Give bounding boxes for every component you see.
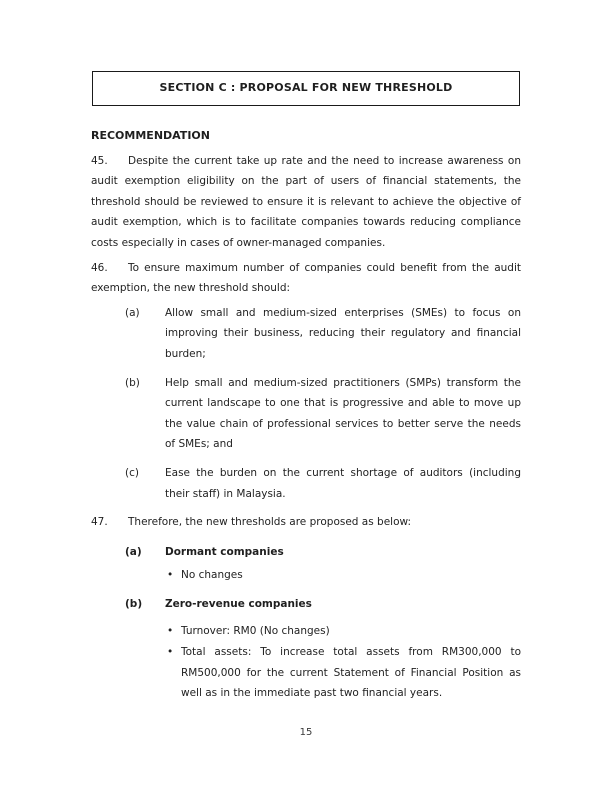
bullet-icon: • (167, 569, 174, 582)
list-item-46a-label: (a) (125, 306, 140, 319)
section-title: SECTION C : PROPOSAL FOR NEW THRESHOLD (159, 81, 453, 95)
threshold-item-zero-revenue-label: (b) (125, 597, 143, 610)
threshold-item-zero-revenue-heading (125, 594, 521, 615)
bullet-text-no-changes: No changes (181, 569, 243, 582)
paragraph-46-number: 46. (91, 261, 108, 274)
list-item-46b-label: (b) (125, 376, 140, 389)
bullet-item (167, 621, 521, 642)
paragraph-46 (91, 258, 521, 299)
threshold-item-dormant-heading (125, 542, 521, 563)
paragraph-47-text: Therefore, the new thresholds are proposed as below: (128, 516, 412, 529)
list-item-46a-text: Allow small and medium-sized enterprises (SMEs) to focus on improving their business, reducing their regulatory and financial burden; (165, 306, 521, 360)
paragraph-45-text: Despite the current take up rate and the need to increase awareness on audit exemption eligibility on the part of users of financial statements, the threshold should be reviewed to ensure it is relevant to achieve the objective of audit exemption, which is to facilitate companies towards reducing compliance costs especially in cases of owner-managed companies. (91, 154, 521, 249)
bullet-text-total-assets: Total assets: To increase total assets from RM300,000 to RM500,000 for the current Statement of Financial Position as well as in the immediate past two financial years. (181, 646, 521, 700)
list-item-46b-text: Help small and medium-sized practitioners (SMPs) transform the current landscape to one that is progressive and able to move up the value chain of professional services to better serve the needs of SMEs; and (165, 376, 521, 451)
bullet-item (167, 565, 521, 586)
list-item-46a (125, 303, 521, 365)
threshold-item-dormant (91, 542, 521, 586)
paragraph-47 (91, 512, 521, 533)
recommendation-heading: RECOMMENDATION (91, 129, 210, 142)
paragraph-46-text: To ensure maximum number of companies could benefit from the audit exemption, the new threshold should: (91, 261, 521, 295)
paragraph-47-number: 47. (91, 516, 108, 529)
bullet-icon: • (167, 625, 174, 638)
section-title-box (92, 71, 520, 106)
paragraph-45 (91, 151, 521, 254)
threshold-item-dormant-label: (a) (125, 545, 142, 558)
threshold-item-zero-revenue-title: Zero-revenue companies (165, 597, 312, 610)
bullet-item (167, 642, 521, 704)
list-item-46c-label: (c) (125, 466, 139, 479)
list-item-46c-text: Ease the burden on the current shortage of auditors (including their staff) in Malaysia. (165, 466, 521, 500)
page-number: 15 (299, 727, 313, 738)
threshold-item-dormant-title: Dormant companies (165, 545, 284, 558)
list-item-46b (125, 373, 521, 455)
bullet-text-turnover: Turnover: RM0 (No changes) (181, 625, 330, 638)
page-content (91, 71, 521, 704)
paragraph-45-number: 45. (91, 154, 108, 167)
threshold-item-zero-revenue (91, 594, 521, 704)
list-item-46c (125, 463, 521, 504)
bullet-icon: • (167, 646, 174, 659)
